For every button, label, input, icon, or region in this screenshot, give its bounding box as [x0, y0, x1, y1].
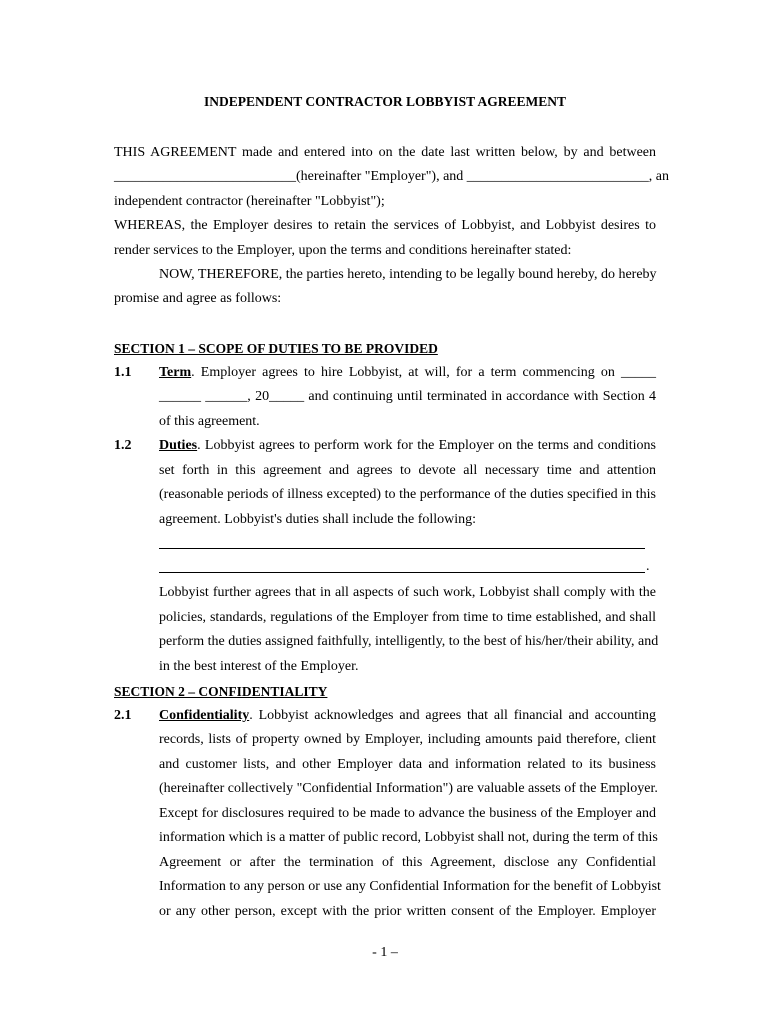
item-1-2-line-8: in the best interest of the Employer.	[159, 659, 359, 674]
term-heading: Term	[159, 365, 192, 380]
item-2-1-line-3: and customer lists, and other Employer data and information related to its business	[159, 757, 656, 772]
item-2-1-line-5: Except for disclosures required to be made to advance the business of the Employer and	[159, 806, 656, 821]
item-1-2-line-5: Lobbyist further agrees that in all aspects of such work, Lobbyist shall comply with the	[159, 585, 656, 600]
now-therefore-line-2: promise and agree as follows:	[114, 291, 282, 306]
whereas-line-2: render services to the Employer, upon the terms and conditions hereinafter stated:	[114, 243, 572, 258]
item-1-2-line-7: perform the duties assigned faithfully, intelligently, to the best of his/her/their ability, and	[159, 634, 659, 649]
item-1-2-number: 1.2	[114, 438, 132, 453]
item-1-2-line-1-text: . Lobbyist agrees to perform work for the Employer on the terms and conditions	[197, 438, 656, 453]
item-2-1-line-2: records, lists of property owned by Employer, including amounts paid therefore, client	[159, 732, 656, 747]
preamble-line-3: independent contractor (hereinafter "Lobbyist");	[114, 194, 385, 209]
page-number: - 1 –	[372, 945, 398, 960]
item-2-1-line-8: Information to any person or use any Confidential Information for the benefit of Lobbyist	[159, 879, 661, 894]
item-1-2-line-2: set forth in this agreement and agrees to devote all necessary time and attention	[159, 463, 656, 478]
item-2-1-line-1-text: . Lobbyist acknowledges and agrees that all financial and accounting	[249, 708, 656, 723]
now-therefore-line-1: NOW, THEREFORE, the parties hereto, intending to be legally bound hereby, do hereby	[159, 267, 657, 282]
item-1-2-line-4: agreement. Lobbyist's duties shall include the following:	[159, 512, 477, 527]
whereas-line-1: WHEREAS, the Employer desires to retain the services of Lobbyist, and Lobbyist desires to	[114, 218, 656, 233]
item-2-1-line-6: information which is a matter of public record, Lobbyist shall not, during the term of this	[159, 830, 658, 845]
item-1-2-line-3: (reasonable periods of illness excepted) to the performance of the duties specified in this	[159, 487, 656, 502]
item-1-2-line-1	[159, 437, 656, 454]
item-2-1-line-7: Agreement or after the termination of this Agreement, disclose any Confidential	[159, 855, 656, 870]
preamble-line-2: __________________________(hereinafter "Employer"), and __________________________, an	[114, 169, 670, 184]
duties-blank-line-2	[159, 572, 645, 573]
item-1-1-line-2: ______ ______, 20_____ and continuing until terminated in accordance with Section 4	[159, 389, 656, 404]
item-1-1-number: 1.1	[114, 365, 132, 380]
confidentiality-heading: Confidentiality	[159, 708, 250, 723]
item-1-1-line-1-text: . Employer agrees to hire Lobbyist, at will, for a term commencing on _____	[191, 365, 656, 380]
duties-heading: Duties	[159, 438, 198, 453]
section-2-heading: SECTION 2 – CONFIDENTIALITY	[114, 684, 328, 699]
item-1-2-line-6: policies, standards, regulations of the Employer from time to time established, and shall	[159, 610, 656, 625]
document-title: INDEPENDENT CONTRACTOR LOBBYIST AGREEMENT	[204, 94, 566, 109]
duties-blank-line-1	[159, 548, 645, 549]
item-2-1-line-9: or any other person, except with the prior written consent of the Employer. Employer	[159, 904, 656, 919]
item-1-1-line-3: of this agreement.	[159, 414, 260, 429]
preamble-line-1: THIS AGREEMENT made and entered into on the date last written below, by and between	[114, 145, 656, 160]
item-1-1-line-1	[159, 364, 656, 381]
item-2-1-number: 2.1	[114, 708, 132, 723]
item-2-1-line-1	[159, 707, 656, 724]
section-1-heading: SECTION 1 – SCOPE OF DUTIES TO BE PROVIDED	[114, 341, 438, 356]
item-2-1-line-4: (hereinafter collectively "Confidential Information") are valuable assets of the Employer.	[159, 781, 658, 796]
duties-blank-period: .	[646, 559, 650, 574]
